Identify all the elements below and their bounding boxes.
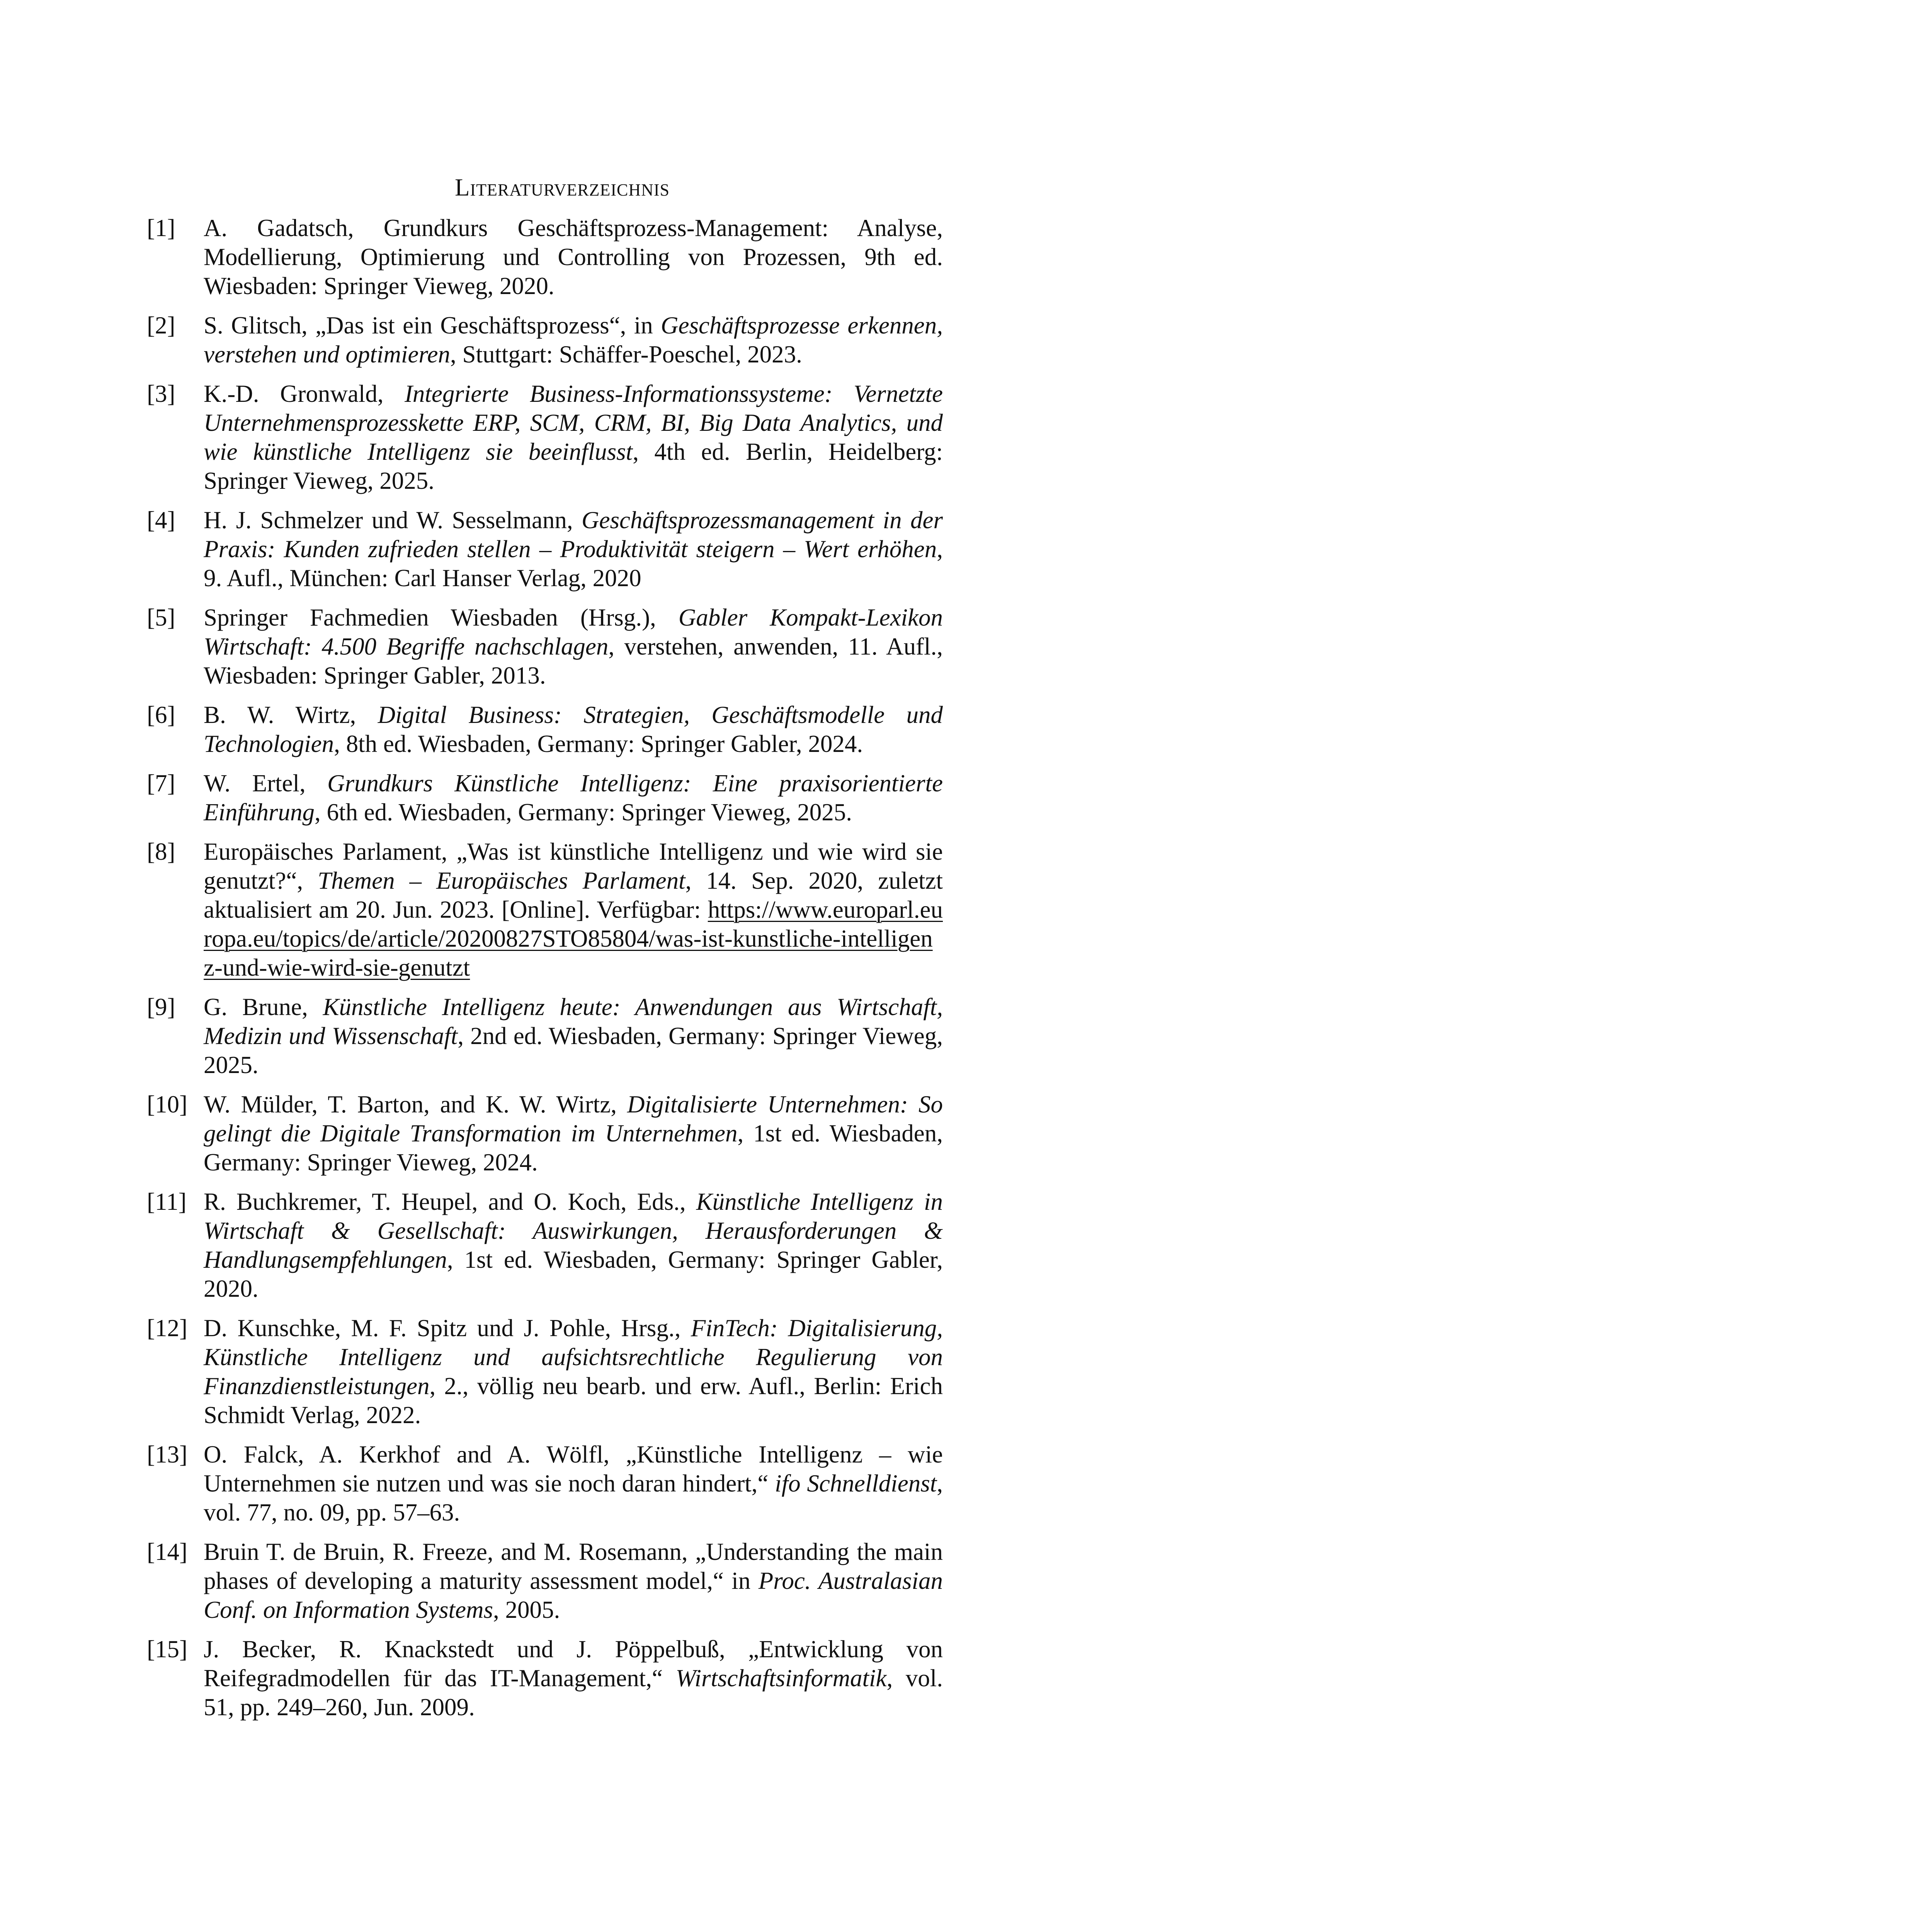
reference-text-segment: , vol. 51, pp. 249–260, Jun. 2009.: [204, 1665, 943, 1721]
reference-number: [8]: [147, 838, 175, 865]
reference-text: [204, 1314, 943, 1430]
reference-text-segment: D. Kunschke, M. F. Spitz und J. Pohle, Hrsg.,: [204, 1315, 691, 1342]
reference-text-segment: , 2nd ed. Wiesbaden, Germany: Springer Vieweg, 2025.: [204, 1022, 943, 1078]
reference-number: [10]: [147, 1091, 187, 1118]
reference-text-segment: Europäisches Parlament, „Was ist künstliche Intelligenz und wie wird sie genutzt?“,: [204, 838, 943, 894]
references-column: [147, 172, 943, 1732]
reference-text-segment: R. Buchkremer, T. Heupel, and O. Koch, Eds.,: [204, 1188, 696, 1215]
reference-title-italic: Geschäftsprozesse erkennen, verstehen und optimieren: [204, 312, 943, 368]
reference-text-segment: , Stuttgart: Schäffer-Poeschel, 2023.: [450, 341, 802, 368]
reference-number: [1]: [147, 214, 175, 242]
reference-title-italic: FinTech: Digitalisierung, Künstliche Intelligenz und aufsichtsrechtliche Regulierung von Finanzdienstleistungen: [204, 1315, 943, 1400]
reference-text: [204, 1635, 943, 1722]
reference-text-segment: , verstehen, anwenden, 11. Aufl., Wiesbaden: Springer Gabler, 2013.: [204, 633, 943, 689]
reference-number: [15]: [147, 1636, 187, 1663]
reference-text: [204, 1187, 943, 1303]
reference-item: [147, 506, 943, 593]
reference-number: [11]: [147, 1188, 187, 1215]
reference-text: [204, 993, 943, 1080]
reference-text: [204, 1440, 943, 1527]
reference-number: [14]: [147, 1538, 187, 1565]
reference-text-segment: W. Ertel,: [204, 770, 327, 797]
reference-title-italic: Proc. Australasian Conf. on Information Systems: [204, 1567, 943, 1623]
reference-text-segment: , 4th ed. Berlin, Heidelberg: Springer Vieweg, 2025.: [204, 438, 943, 494]
reference-number: [9]: [147, 993, 175, 1020]
reference-title-italic: Grundkurs Künstliche Intelligenz: Eine praxisorientierte Einführung: [204, 770, 943, 826]
reference-item: [147, 1314, 943, 1430]
reference-item: [147, 701, 943, 759]
reference-item: [147, 603, 943, 690]
reference-text-segment: , 6th ed. Wiesbaden, Germany: Springer Vieweg, 2025.: [315, 799, 852, 826]
reference-number: [3]: [147, 380, 175, 407]
reference-number: [6]: [147, 701, 175, 728]
reference-item: [147, 1187, 943, 1303]
reference-text: [204, 214, 943, 301]
reference-number: [4]: [147, 507, 175, 534]
reference-text: [204, 506, 943, 593]
reference-text-segment: , 9. Aufl., München: Carl Hanser Verlag, 2020: [204, 536, 943, 592]
reference-text-segment: S. Glitsch, „Das ist ein Geschäftsprozess“, in: [204, 312, 661, 339]
reference-list: [147, 214, 943, 1722]
reference-title-italic: Integrierte Business-Informationssysteme: Vernetzte Unternehmensprozesskette ERP, SCM, CRM, BI, Big Data Analytics, und wie künstliche Intelligenz sie beeinflusst: [204, 380, 943, 465]
reference-text: [204, 1537, 943, 1624]
reference-text: [204, 311, 943, 369]
reference-text-segment: G. Brune,: [204, 993, 323, 1020]
reference-text-segment: K.-D. Gronwald,: [204, 380, 405, 407]
reference-item: [147, 379, 943, 495]
reference-number: [12]: [147, 1315, 187, 1342]
reference-text-segment: W. Mülder, T. Barton, and K. W. Wirtz,: [204, 1091, 628, 1118]
reference-number: [5]: [147, 604, 175, 631]
reference-item: [147, 1537, 943, 1624]
reference-text-segment: , vol. 77, no. 09, pp. 57–63.: [204, 1470, 943, 1526]
reference-title-italic: Wirtschaftsinformatik: [675, 1665, 887, 1692]
reference-number: [13]: [147, 1441, 187, 1468]
reference-item: [147, 1635, 943, 1722]
reference-item: [147, 993, 943, 1080]
reference-text: [204, 701, 943, 759]
reference-text-segment: A. Gadatsch, Grundkurs Geschäftsprozess-Management: Analyse, Modellierung, Optimierung und Controlling von Prozessen, 9th ed. Wiesbaden: Springer Vieweg, 2020.: [204, 214, 943, 299]
reference-text-segment: B. W. Wirtz,: [204, 701, 378, 728]
reference-text: [204, 1090, 943, 1177]
reference-title-italic: ifo Schnelldienst: [775, 1470, 937, 1497]
reference-number: [2]: [147, 312, 175, 339]
reference-text-segment: Bruin T. de Bruin, R. Freeze, and M. Rosemann, „Understanding the main phases of developing a maturity assessment model,“ in: [204, 1538, 943, 1594]
reference-text-segment: , 2005.: [493, 1596, 560, 1623]
reference-item: [147, 1090, 943, 1177]
reference-text-segment: , 1st ed. Wiesbaden, Germany: Springer Vieweg, 2024.: [204, 1120, 943, 1176]
reference-text-segment: J. Becker, R. Knackstedt und J. Pöppelbuß, „Entwicklung von Reifegradmodellen für das IT-Management,“: [204, 1636, 943, 1692]
reference-text-segment: , 1st ed. Wiesbaden, Germany: Springer Gabler, 2020.: [204, 1246, 943, 1302]
reference-item: [147, 837, 943, 982]
reference-title-italic: Digital Business: Strategien, Geschäftsmodelle und Technologien: [204, 701, 943, 757]
reference-link[interactable]: https://www.europarl.europa.eu/topics/de/article/20200827STO85804/was-ist-kunstliche-intelligenz-und-wie-wird-sie-genutzt: [204, 896, 943, 981]
reference-text-segment: O. Falck, A. Kerkhof and A. Wölfl, „Künstliche Intelligenz – wie Unternehmen sie nutzen und was sie noch daran hindert,“: [204, 1441, 943, 1497]
reference-text-segment: H. J. Schmelzer und W. Sesselmann,: [204, 507, 582, 534]
reference-title-italic: Gabler Kompakt-Lexikon Wirtschaft: 4.500 Begriffe nachschlagen: [204, 604, 943, 660]
section-title: Literaturverzeichnis: [454, 174, 670, 201]
reference-item: [147, 769, 943, 827]
reference-title-italic: Themen – Europäisches Parlament: [318, 867, 685, 894]
reference-title-italic: Geschäftsprozessmanagement in der Praxis: Kunden zufrieden stellen – Produktivität steigern – Wert erhöhen: [204, 507, 943, 563]
reference-text: [204, 603, 943, 690]
reference-item: [147, 214, 943, 301]
reference-text: [204, 379, 943, 495]
reference-number: [7]: [147, 770, 175, 797]
reference-text-segment: , 14. Sep. 2020, zuletzt aktualisiert am 20. Jun. 2023. [Online]. Verfügbar:: [204, 867, 943, 923]
reference-text-segment: , 8th ed. Wiesbaden, Germany: Springer Gabler, 2024.: [334, 730, 863, 757]
reference-text: [204, 769, 943, 827]
reference-title-italic: Künstliche Intelligenz in Wirtschaft & Gesellschaft: Auswirkungen, Herausforderungen & Handlungsempfehlungen: [204, 1188, 943, 1273]
reference-title-italic: Künstliche Intelligenz heute: Anwendungen aus Wirtschaft, Medizin und Wissenschaft: [204, 993, 943, 1049]
reference-item: [147, 1440, 943, 1527]
reference-text: [204, 837, 943, 982]
reference-text-segment: Springer Fachmedien Wiesbaden (Hrsg.),: [204, 604, 679, 631]
reference-title-italic: Digitalisierte Unternehmen: So gelingt die Digitale Transformation im Unternehmen: [204, 1091, 943, 1147]
reference-text-segment: , 2., völlig neu bearb. und erw. Aufl., Berlin: Erich Schmidt Verlag, 2022.: [204, 1372, 943, 1429]
reference-item: [147, 311, 943, 369]
